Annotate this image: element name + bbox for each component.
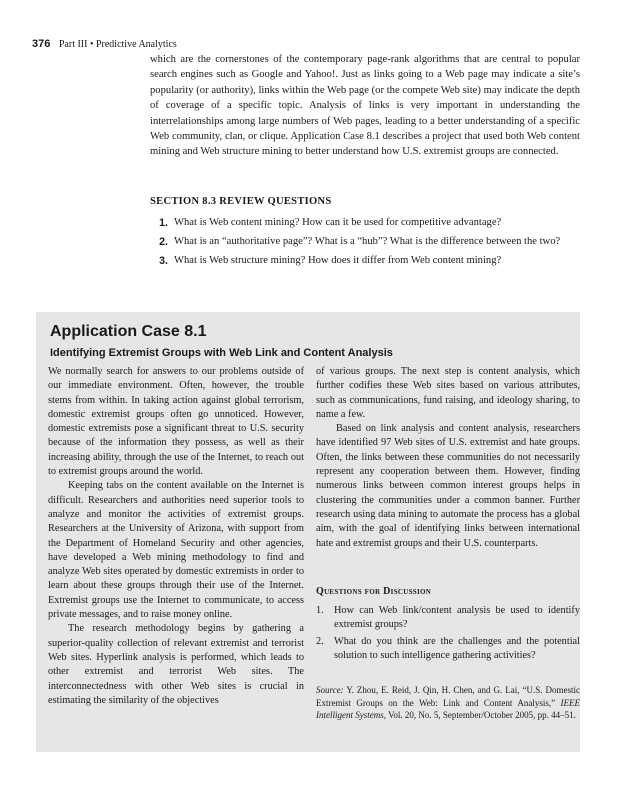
source-citation: [316, 684, 580, 722]
running-title: Part III • Predictive Analytics: [58, 39, 177, 50]
running-header: [32, 38, 177, 50]
source-journal: IEEE Intelligent Systems,: [316, 697, 580, 721]
page-number: 376: [32, 38, 51, 50]
review-question: 3. What is Web structure mining? How does it differ from Web content mining?: [159, 255, 502, 268]
review-questions-list: [150, 216, 582, 274]
source-authors: Y. Zhou, E. Reid, J. Qin, H. Chen, and G. Lai, “U.S. Domestic Extremist Groups on the Web: Link and Content Analysis,”: [316, 685, 580, 708]
case-paragraph: of various groups. The next step is content analysis, which further codifies these Web sites based on various attributes, such as communications, fund raising, and ideology sharing, to name a few.: [316, 366, 580, 420]
case-paragraph: Based on link analysis and content analysis, researchers have identified 97 Web sites of U.S. extremist and hate groups. Often, the links between these communities do not necessarily represent any cooperation between them. However, finding numerous links between common interest groups helps in clustering the communities under a common banner. Further research using data mining to automate the process has a global aim, with the goal of identifying links between international hate and extremist groups and their U.S. counterparts.: [316, 423, 580, 549]
review-question: 1. What is Web content mining? How can it be used for competitive advantage?: [159, 217, 502, 229]
case-right-column: [316, 365, 580, 551]
case-paragraph: Keeping tabs on the content available on the Internet is difficult. Researchers and authorities need superior tools to analyze and monitor the activities of extremist groups. Researchers at the University of Arizona, with support from the Department of Homeland Security and other agencies, have developed a Web mining methodology to find and analyze Web sites operated by domestic extremists in order to learn about these groups through their use of the Internet. Extremist groups use the Internet to communicate, to access private messages, and to raise money online.: [48, 480, 304, 621]
application-case-title: Application Case 8.1: [50, 323, 207, 340]
discussion-questions-heading: Questions for Discussion: [316, 586, 432, 597]
case-paragraph: The research methodology begins by gathering a superior-quality collection of relevant extremist and terrorist Web sites. Hyperlink analysis is performed, which leads to other extremist and terrorist Web sites. The interconnectedness with other Web sites is crucial in estimating the similarity of the objectives: [48, 623, 304, 706]
review-questions-heading: SECTION 8.3 REVIEW QUESTIONS: [150, 196, 332, 207]
case-left-column: [48, 365, 304, 708]
intro-paragraph: which are the cornerstones of the contemporary page-rank algorithms that are central to popular search engines such as Google and Yahoo!. Just as links going to a Web page may indicate a site’s popularity (or authority), links within the Web page (or the compete Web site) may indicate the depth of coverage of a specific topic. Analysis of links is very important in understanding the interrelationships among large numbers of Web pages, leading to a better understanding of a specific Web community, clan, or clique. Application Case 8.1 describes a project that used both Web content mining and Web structure mining to better understand how U.S. extremist groups are connected.: [150, 54, 580, 158]
discussion-question: 1. How can Web link/content analysis be used to identify extremist groups?: [316, 605, 580, 631]
discussion-questions-list: [316, 604, 580, 665]
discussion-question: 2. What do you think are the challenges and the potential solution to such intelligence gathering activities?: [316, 635, 580, 661]
review-question: 2. What is an “authoritative page”? What is a “hub”? What is the difference between the two?: [159, 236, 561, 249]
application-case-subtitle: Identifying Extremist Groups with Web Link and Content Analysis: [50, 347, 393, 359]
source-details: Vol. 20, No. 5, September/October 2005, pp. 44–51.: [388, 710, 576, 721]
source-label: Source:: [316, 685, 344, 695]
case-paragraph: We normally search for answers to our problems outside of our immediate environment. Often, however, the trouble stems from within. In taking action against global terrorism, domestic extremist groups often go unnoticed. However, domestic extremists pose a significant threat to U.S. security because of the information they possess, as well as their increasing ability, through the use of the Internet, to reach out to extremist groups around the world.: [48, 366, 304, 478]
